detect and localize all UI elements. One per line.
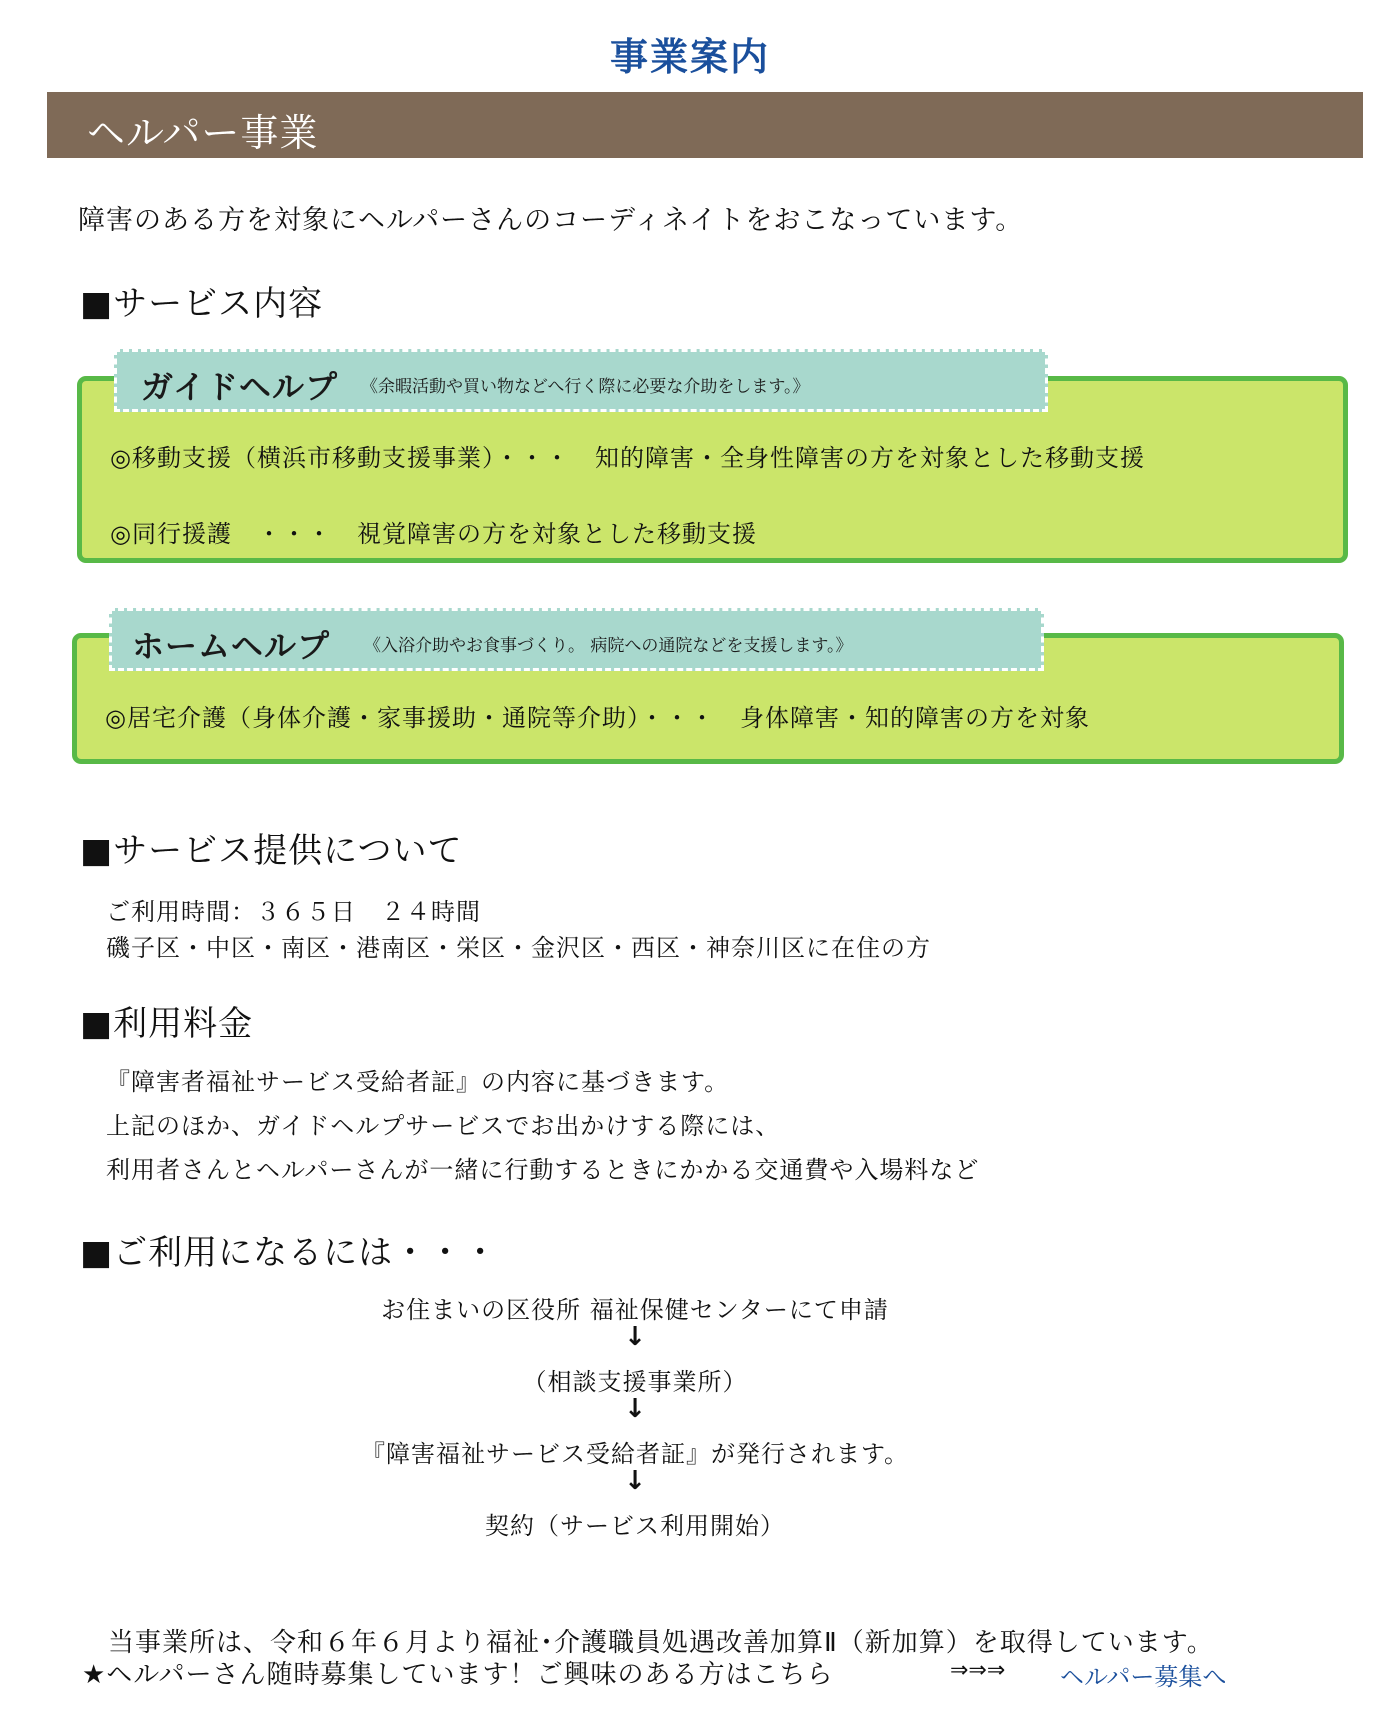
usage-heading: ■ご利用になるには・・・ bbox=[80, 1233, 499, 1273]
home-help-line-1: ◎居宅介護（身体介護・家事援助・通院等介助）・・・ 身体障害・知的障害の方を対象 bbox=[105, 704, 1090, 732]
provision-hours: ご利用時間：３６５日 ２４時間 bbox=[106, 898, 481, 926]
services-heading: ■サービス内容 bbox=[80, 284, 324, 324]
provision-areas: 磯子区・中区・南区・港南区・栄区・金沢区・西区・神奈川区に在住の方 bbox=[106, 934, 931, 962]
arrows-text: ⇒⇒⇒ bbox=[950, 1658, 1006, 1683]
page-title: 事業案内 bbox=[609, 35, 770, 79]
intro-text: 障害のある方を対象にヘルパーさんのコーディネイトをおこなっています。 bbox=[78, 205, 1024, 236]
guide-help-line-2: ◎同行援護 ・・・ 視覚障害の方を対象とした移動支援 bbox=[110, 520, 757, 548]
recruit-link[interactable]: ヘルパー募集へ bbox=[1060, 1663, 1227, 1691]
fee-line-3: 利用者さんとヘルパーさんが一緒に行動するときにかかる交通費や入場料など bbox=[106, 1156, 980, 1184]
guide-help-line-1: ◎移動支援（横浜市移動支援事業）・・・ 知的障害・全身性障害の方を対象とした移動支援 bbox=[110, 444, 1145, 472]
down-arrow-icon: ↓ bbox=[624, 1394, 646, 1424]
improvement-notice: 当事業所は、令和６年６月より福祉･介護職員処遇改善加算Ⅱ（新加算）を取得しています。 bbox=[108, 1628, 1214, 1658]
fee-line-2: 上記のほか、ガイドヘルプサービスでお出かけする際には、 bbox=[106, 1112, 781, 1140]
usage-step-3: 『障害福祉サービス受給者証』が発行されます。 bbox=[360, 1440, 910, 1468]
guide-help-title: ガイドヘルプ bbox=[141, 368, 339, 406]
recruit-text: ★ヘルパーさん随時募集しています！ご興味のある方はこちら bbox=[82, 1660, 834, 1690]
down-arrow-icon: ↓ bbox=[624, 1466, 646, 1496]
usage-step-4: 契約（サービス利用開始） bbox=[485, 1512, 785, 1540]
guide-help-tab bbox=[114, 349, 1048, 412]
home-help-note: 《入浴介助やお食事づくり。 病院への通院などを支援します。》 bbox=[364, 636, 853, 656]
guide-help-note: 《余暇活動や買い物などへ行く際に必要な介助をします。》 bbox=[361, 377, 810, 397]
section-title: ヘルパー事業 bbox=[87, 111, 319, 155]
home-help-title: ホームヘルプ bbox=[132, 627, 331, 665]
provision-heading: ■サービス提供について bbox=[80, 831, 463, 871]
usage-step-1: お住まいの区役所 福祉保健センターにて申請 bbox=[381, 1296, 889, 1324]
fee-heading: ■利用料金 bbox=[80, 1004, 254, 1044]
usage-step-2: （相談支援事業所） bbox=[522, 1368, 748, 1396]
fee-line-1: 『障害者福祉サービス受給者証』の内容に基づきます。 bbox=[106, 1068, 730, 1096]
home-help-tab bbox=[109, 608, 1044, 671]
down-arrow-icon: ↓ bbox=[624, 1322, 646, 1352]
section-banner bbox=[47, 92, 1363, 158]
